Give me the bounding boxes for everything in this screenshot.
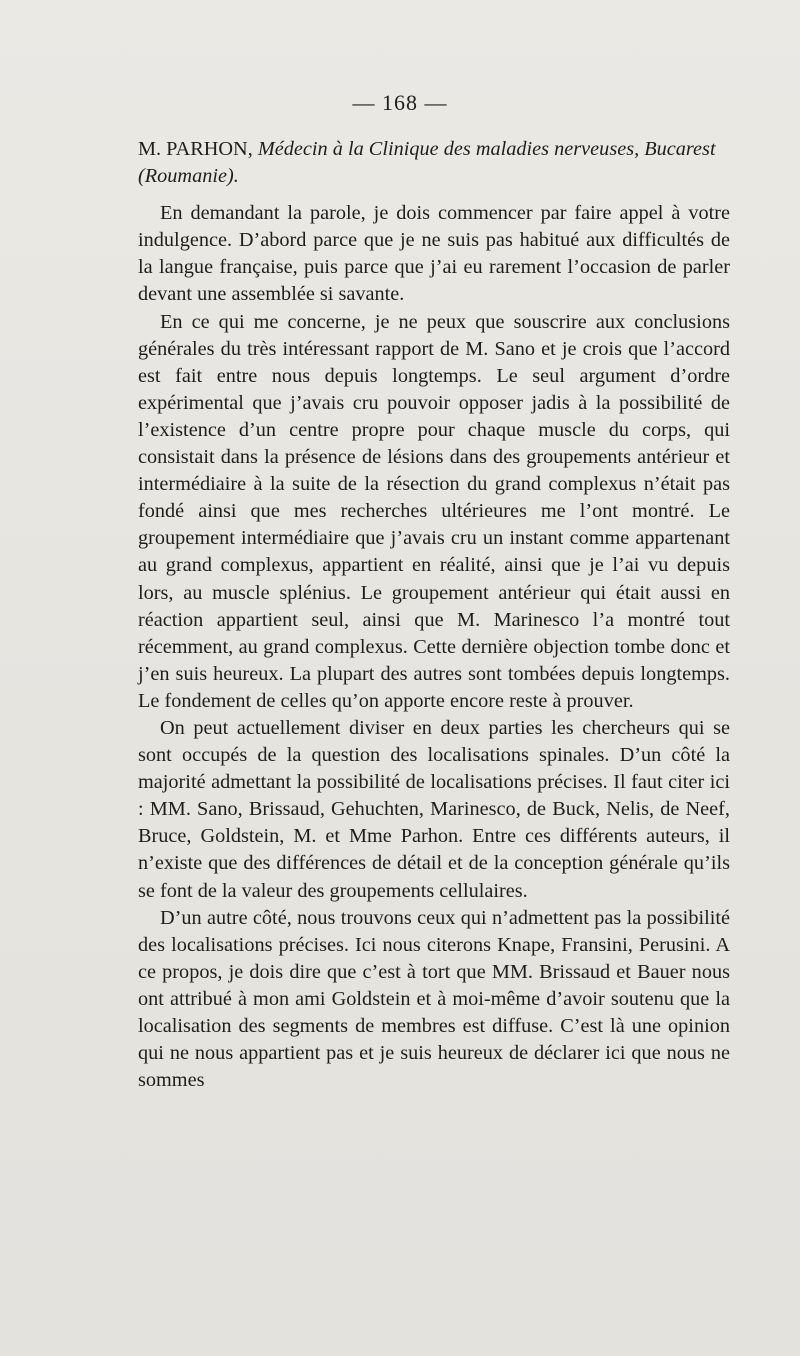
page-number: — 168 —	[352, 90, 448, 115]
speaker-heading	[138, 136, 730, 190]
paragraph-2: En ce qui me concerne, je ne peux que souscrire aux conclusions générales du très intéressant rapport de M. Sano et je crois que l’accord est fait entre nous depuis longtemps. Le seul argument d’ordre expérimental que j’avais cru pouvoir opposer jadis à la possibilité de l’existence d’un centre propre pour chaque muscle du corps, qui consistait dans la présence de lésions dans des groupements antérieur et intermédiaire à la suite de la résection du grand complexus n’était pas fondé ainsi que mes recherches ultérieures me l’ont montré. Le groupement intermédiaire que j’avais cru un instant comme appartenant au grand complexus, appartient en réalité, ainsi que je l’ai vu depuis lors, au muscle splénius. Le groupement antérieur qui était aussi en réaction appartient seul, ainsi que M. Marinesco l’a montré tout récemment, au grand complexus. Cette dernière objection tombe donc et j’en suis heureux. La plupart des autres sont tombées depuis longtemps. Le fondement de celles qu’on apporte encore reste à prouver.	[138, 310, 730, 712]
paragraph-1: En demandant la parole, je dois commencer par faire appel à votre indulgence. D’abord parce que je ne suis pas habitué aux difficultés de la langue française, puis parce que j’ai eu rarement l’occasion de parler devant une assemblée si savante.	[138, 202, 730, 306]
paragraph-4: D’un autre côté, nous trouvons ceux qui n’admettent pas la possibilité des localisations précises. Ici nous citerons Knape, Fransini, Perusini. A ce propos, je dois dire que c’est à tort que MM. Brissaud et Bauer nous ont attribué à mon ami Goldstein et à moi-même d’avoir soutenu que la localisation des segments de membres est diffuse. C’est là une opinion qui ne nous appartient pas et je suis heureux de déclarer ici que nous ne sommes	[138, 906, 730, 1092]
body-text	[138, 136, 730, 1094]
speaker-affiliation: Médecin à la Clinique des maladies nerveuses, Bucarest (Roumanie).	[138, 138, 716, 188]
paragraph-3: On peut actuellement diviser en deux parties les chercheurs qui se sont occupés de la question des localisations spinales. D’un côté la majorité admettant la possibilité de localisations précises. Il faut citer ici : MM. Sano, Brissaud, Gehuchten, Marinesco, de Buck, Nelis, de Neef, Bruce, Goldstein, M. et Mme Parhon. Entre ces différents auteurs, il n’existe que des différences de détail et de la conception générale qu’ils se font de la valeur des groupements cellulaires.	[138, 716, 730, 902]
speaker-name: M. PARHON,	[138, 138, 253, 160]
